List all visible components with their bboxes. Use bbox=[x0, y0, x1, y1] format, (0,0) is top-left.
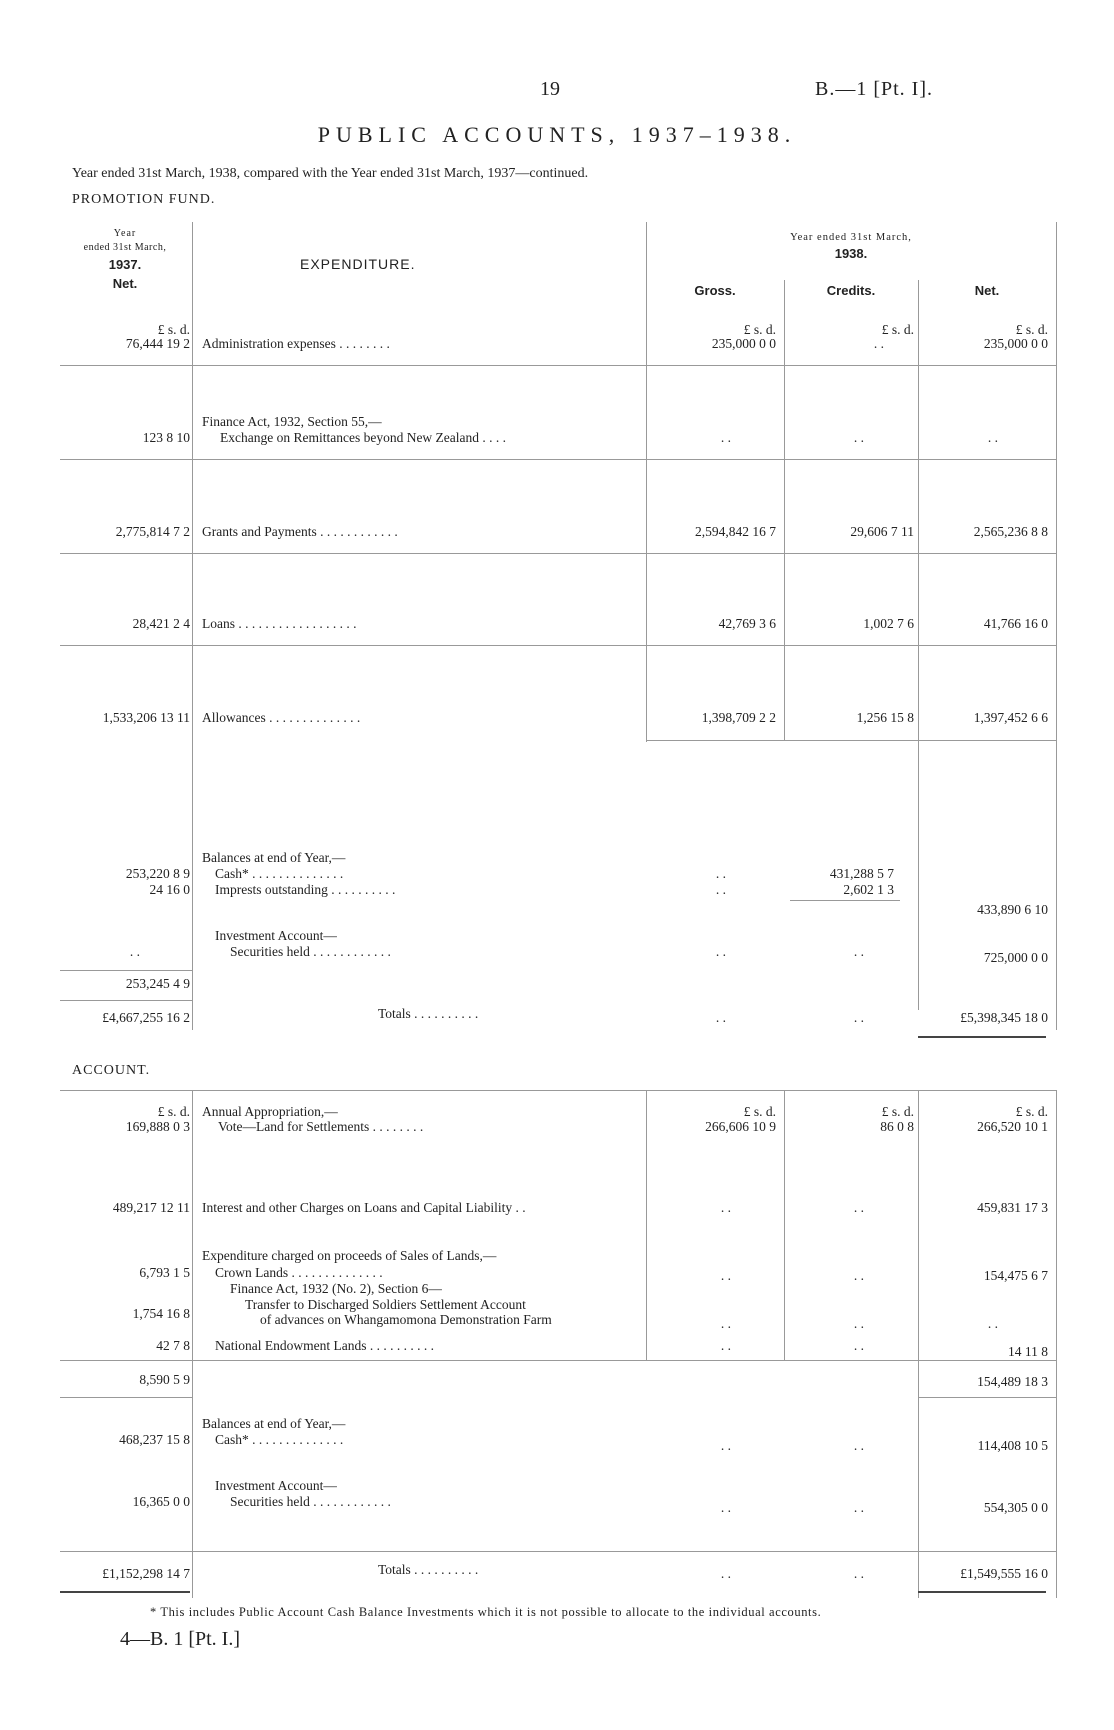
account-heading: ACCOUNT. bbox=[72, 1063, 151, 1078]
net-subtotal: 154,489 18 3 bbox=[977, 1374, 1048, 1389]
row-divider bbox=[646, 740, 1056, 741]
header-gross: Gross. bbox=[694, 283, 736, 298]
credits-value: . . bbox=[853, 1268, 864, 1283]
net-value: 2,565,236 8 8 bbox=[973, 524, 1048, 539]
credits-value: . . bbox=[853, 1200, 864, 1215]
gross-value: . . bbox=[720, 1338, 731, 1353]
page-number: 19 bbox=[540, 78, 560, 100]
prev-value: 253,220 8 9 bbox=[125, 866, 190, 881]
unit-header: £ s. d. bbox=[881, 1104, 914, 1119]
row-label-exchange: Exchange on Remittances beyond New Zealand . . . . bbox=[220, 430, 507, 445]
net-value: 14 11 8 bbox=[1008, 1344, 1048, 1359]
net-value: 114,408 10 5 bbox=[977, 1438, 1048, 1453]
gross-value: 2,594,842 16 7 bbox=[695, 524, 776, 539]
gross-value: 1,398,709 2 2 bbox=[701, 710, 776, 725]
row-label-vote: Vote—Land for Settlements . . . . . . . . bbox=[218, 1119, 424, 1134]
unit-header: £ s. d. bbox=[1015, 322, 1048, 337]
row-label-finance-act: Finance Act, 1932, Section 55,— bbox=[202, 414, 382, 429]
header-net: Net. bbox=[974, 283, 1000, 298]
row-divider bbox=[60, 459, 1056, 460]
row-divider bbox=[60, 1360, 1056, 1361]
header-cur-year-line2: 1938. bbox=[834, 246, 868, 261]
unit-header: £ s. d. bbox=[1015, 1104, 1048, 1119]
column-divider bbox=[1056, 222, 1057, 1030]
row-label-grants: Grants and Payments . . . . . . . . . . . . bbox=[202, 524, 398, 539]
credits-value: . . bbox=[853, 1566, 864, 1581]
prev-subtotal: 253,245 4 9 bbox=[125, 976, 190, 991]
prev-value: 1,533,206 13 11 bbox=[102, 710, 190, 725]
fund-heading: PROMOTION FUND. bbox=[72, 192, 216, 207]
prev-value: 76,444 19 2 bbox=[125, 336, 190, 351]
row-label-balances: Balances at end of Year,— bbox=[202, 850, 346, 865]
credits-value: . . bbox=[873, 336, 884, 351]
row-label-transfer: Transfer to Discharged Soldiers Settlement Account bbox=[245, 1297, 526, 1312]
row-label-finance-act-1932: Finance Act, 1932 (No. 2), Section 6— bbox=[230, 1281, 442, 1296]
prev-subtotal: 8,590 5 9 bbox=[139, 1372, 190, 1387]
net-total: £1,549,555 16 0 bbox=[960, 1566, 1048, 1581]
gross-value: 42,769 3 6 bbox=[718, 616, 776, 631]
unit-header: £ s. d. bbox=[157, 322, 190, 337]
gross-value: . . bbox=[720, 430, 731, 445]
credits-value: . . bbox=[853, 430, 864, 445]
row-label-investment: Investment Account— bbox=[215, 1478, 337, 1493]
row-divider bbox=[60, 1551, 1056, 1552]
net-value: 41,766 16 0 bbox=[983, 616, 1048, 631]
header-prev-year-line3: 1937. bbox=[108, 257, 142, 272]
row-divider bbox=[60, 645, 1056, 646]
unit-header: £ s. d. bbox=[743, 1104, 776, 1119]
net-value: . . bbox=[987, 1316, 998, 1331]
row-label-totals: Totals . . . . . . . . . . bbox=[378, 1006, 479, 1021]
prev-value: 489,217 12 11 bbox=[112, 1200, 190, 1215]
gross-value: 235,000 0 0 bbox=[711, 336, 776, 351]
credits-value: . . bbox=[853, 944, 864, 959]
prev-value: 28,421 2 4 bbox=[132, 616, 190, 631]
column-divider bbox=[646, 222, 647, 742]
row-label-national-endowment: National Endowment Lands . . . . . . . . . . bbox=[215, 1338, 434, 1353]
gross-value: . . bbox=[715, 866, 726, 881]
footnote: * This includes Public Account Cash Balance Investments which it is not possible to allocate to the individual accounts. bbox=[150, 1605, 822, 1619]
net-value: 235,000 0 0 bbox=[983, 336, 1048, 351]
credits-value: . . bbox=[853, 1438, 864, 1453]
gross-value: 266,606 10 9 bbox=[705, 1119, 776, 1134]
credits-value: . . bbox=[853, 1010, 864, 1025]
total-rule bbox=[918, 1591, 1046, 1593]
prev-value: 6,793 1 5 bbox=[139, 1265, 190, 1280]
subtotal-rule bbox=[60, 1000, 193, 1001]
row-label-crown-lands: Crown Lands . . . . . . . . . . . . . . bbox=[215, 1265, 383, 1280]
header-prev-net: Net. bbox=[112, 276, 138, 291]
prev-value: 123 8 10 bbox=[142, 430, 190, 445]
net-value: 459,831 17 3 bbox=[977, 1200, 1048, 1215]
prev-value: 24 16 0 bbox=[149, 882, 190, 897]
net-value: 554,305 0 0 bbox=[983, 1500, 1048, 1515]
credits-value: 431,288 5 7 bbox=[829, 866, 894, 881]
credits-value: 86 0 8 bbox=[880, 1119, 914, 1134]
subtotal-rule bbox=[790, 900, 900, 901]
header-expenditure: EXPENDITURE. bbox=[300, 256, 416, 272]
header-credits: Credits. bbox=[826, 283, 876, 298]
row-divider bbox=[60, 365, 1056, 366]
gross-value: . . bbox=[715, 944, 726, 959]
unit-header: £ s. d. bbox=[157, 1104, 190, 1119]
prev-total: £1,152,298 14 7 bbox=[102, 1566, 190, 1581]
net-value: 725,000 0 0 bbox=[983, 950, 1048, 965]
total-rule bbox=[918, 1036, 1046, 1038]
prev-value: 42 7 8 bbox=[156, 1338, 190, 1353]
row-label-loans: Loans . . . . . . . . . . . . . . . . . . bbox=[202, 616, 357, 631]
subtotal-rule bbox=[60, 970, 193, 971]
credits-value: . . bbox=[853, 1316, 864, 1331]
prev-value: 169,888 0 3 bbox=[125, 1119, 190, 1134]
subtotal-rule bbox=[918, 1397, 1056, 1398]
total-rule bbox=[60, 1591, 190, 1593]
row-label-totals: Totals . . . . . . . . . . bbox=[378, 1562, 479, 1577]
row-label-securities: Securities held . . . . . . . . . . . . bbox=[230, 1494, 391, 1509]
header-prev-year-line2: ended 31st March, bbox=[83, 242, 167, 253]
header-prev-year-line1: Year bbox=[113, 228, 137, 239]
header-cur-year-line1: Year ended 31st March, bbox=[790, 232, 912, 243]
row-label-imprests: Imprests outstanding . . . . . . . . . . bbox=[215, 882, 396, 897]
column-divider bbox=[192, 1090, 193, 1598]
net-value: 266,520 10 1 bbox=[977, 1119, 1048, 1134]
row-divider bbox=[60, 1090, 1056, 1091]
row-label-interest: Interest and other Charges on Loans and Capital Liability . . bbox=[202, 1200, 526, 1215]
credits-value: 1,002 7 6 bbox=[863, 616, 914, 631]
row-label-cash: Cash* . . . . . . . . . . . . . . bbox=[215, 1432, 344, 1447]
page-signature: 4—B. 1 [Pt. I.] bbox=[120, 1628, 240, 1650]
unit-header: £ s. d. bbox=[743, 322, 776, 337]
credits-value: 2,602 1 3 bbox=[843, 882, 894, 897]
column-divider bbox=[192, 222, 193, 1030]
subtotal-rule bbox=[60, 1397, 193, 1398]
row-label-annual: Annual Appropriation,— bbox=[202, 1104, 338, 1119]
prev-value: 1,754 16 8 bbox=[132, 1306, 190, 1321]
document-series: B.—1 [Pt. I]. bbox=[815, 78, 933, 100]
net-value: 433,890 6 10 bbox=[977, 902, 1048, 917]
gross-value: . . bbox=[715, 882, 726, 897]
credits-value: . . bbox=[853, 1338, 864, 1353]
prev-value: 2,775,814 7 2 bbox=[115, 524, 190, 539]
unit-header: £ s. d. bbox=[881, 322, 914, 337]
gross-value: . . bbox=[720, 1268, 731, 1283]
row-label-securities: Securities held . . . . . . . . . . . . bbox=[230, 944, 391, 959]
net-value: 154,475 6 7 bbox=[983, 1268, 1048, 1283]
credits-value: 29,606 7 11 bbox=[850, 524, 914, 539]
net-value: 1,397,452 6 6 bbox=[973, 710, 1048, 725]
gross-value: . . bbox=[720, 1438, 731, 1453]
row-label-expenditure-sales: Expenditure charged on proceeds of Sales of Lands,— bbox=[202, 1248, 497, 1263]
row-label-investment: Investment Account— bbox=[215, 928, 337, 943]
page-subtitle: Year ended 31st March, 1938, compared with the Year ended 31st March, 1937—continued. bbox=[72, 166, 589, 181]
gross-value: . . bbox=[720, 1200, 731, 1215]
prev-total: £4,667,255 16 2 bbox=[102, 1010, 190, 1025]
net-total: £5,398,345 18 0 bbox=[960, 1010, 1048, 1025]
credits-value: . . bbox=[853, 1500, 864, 1515]
gross-value: . . bbox=[720, 1500, 731, 1515]
prev-value: 468,237 15 8 bbox=[119, 1432, 190, 1447]
prev-value: . . bbox=[129, 944, 140, 959]
gross-value: . . bbox=[715, 1010, 726, 1025]
row-label-balances: Balances at end of Year,— bbox=[202, 1416, 346, 1431]
row-label-cash: Cash* . . . . . . . . . . . . . . bbox=[215, 866, 344, 881]
row-label-transfer-2: of advances on Whangamomona Demonstration Farm bbox=[260, 1312, 552, 1327]
gross-value: . . bbox=[720, 1316, 731, 1331]
row-label-administration: Administration expenses . . . . . . . . bbox=[202, 336, 390, 351]
credits-value: 1,256 15 8 bbox=[856, 710, 914, 725]
gross-value: . . bbox=[720, 1566, 731, 1581]
row-divider bbox=[60, 553, 1056, 554]
row-label-allowances: Allowances . . . . . . . . . . . . . . bbox=[202, 710, 361, 725]
column-divider bbox=[1056, 1090, 1057, 1598]
page-title: PUBLIC ACCOUNTS, 1937–1938. bbox=[317, 122, 797, 147]
net-value: . . bbox=[987, 430, 998, 445]
prev-value: 16,365 0 0 bbox=[132, 1494, 190, 1509]
